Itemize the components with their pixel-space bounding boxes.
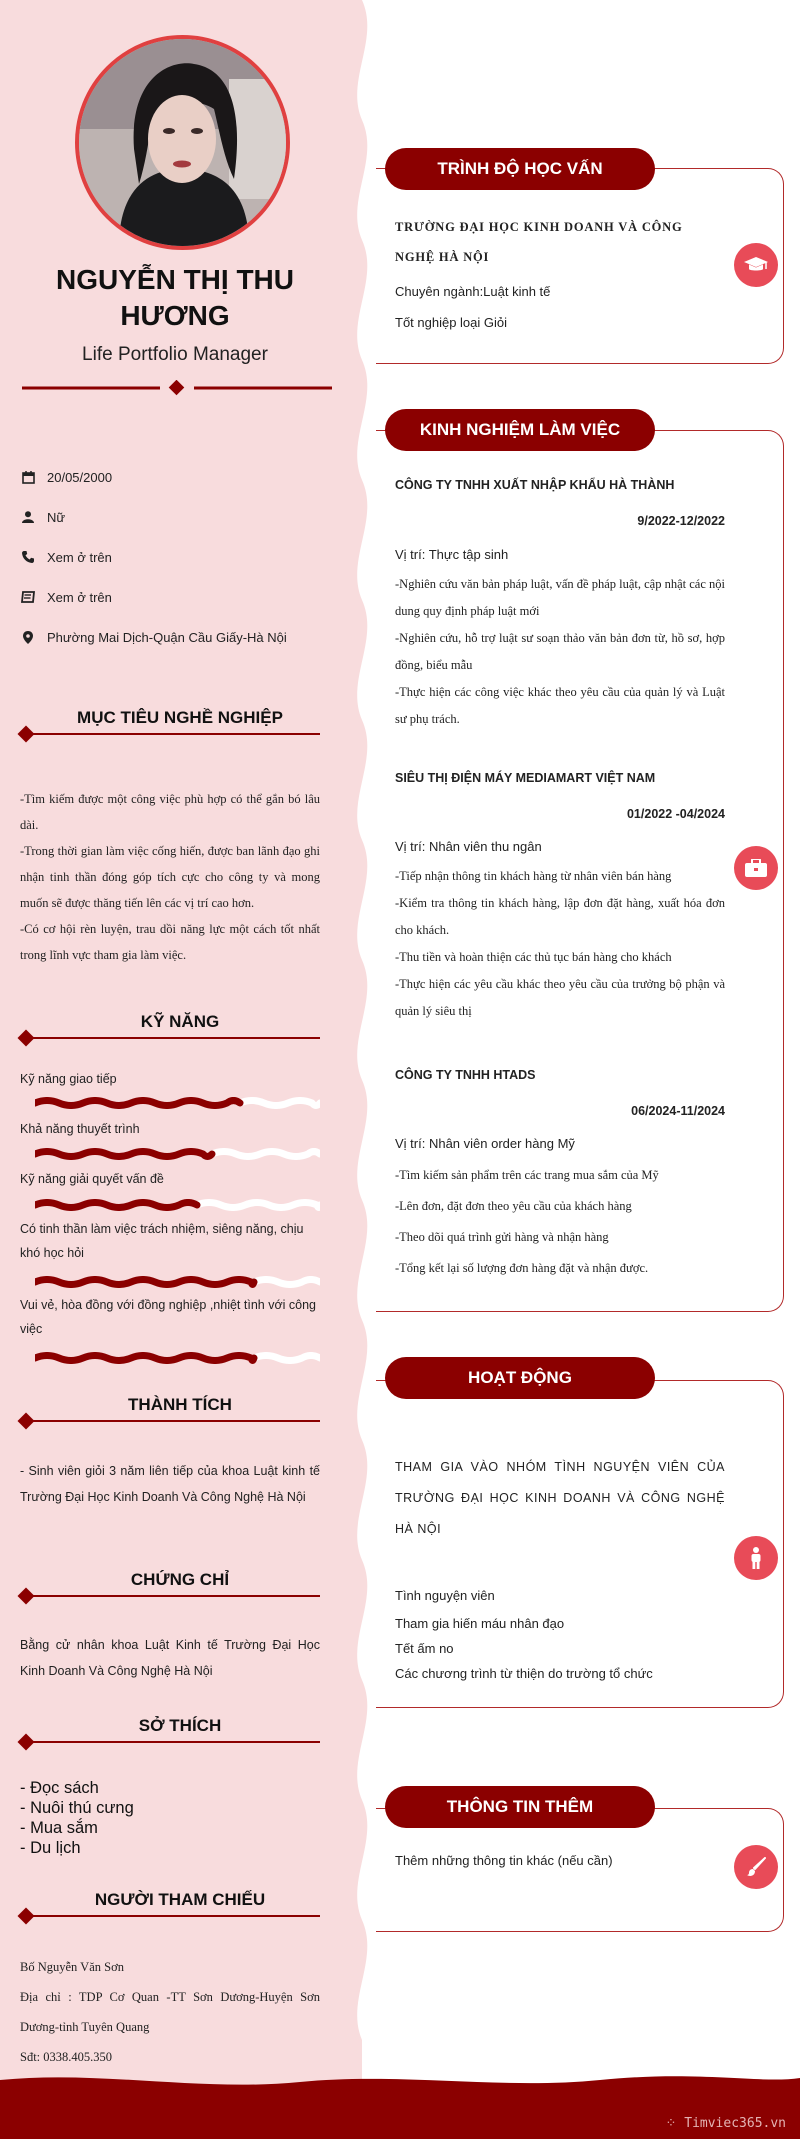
skill-bar-fill — [35, 1203, 197, 1208]
job-task: -Thu tiền và hoàn thiện các thủ tục bán hàng cho khách — [395, 950, 672, 964]
certificates-text: Bằng cử nhân khoa Luật Kinh tế Trường Đại Học Kinh Doanh Và Công Nghệ Hà Nội — [20, 1638, 320, 1678]
skill-bar — [35, 1148, 320, 1160]
email-icon — [20, 589, 36, 605]
paintbrush-icon — [734, 1845, 778, 1889]
job-task: -Tiếp nhận thông tin khách hàng từ nhân viên bán hàng — [395, 869, 672, 883]
contact-address-text: Phường Mai Dịch-Quận Cầu Giấy-Hà Nội — [47, 629, 287, 645]
skill-bar — [35, 1352, 320, 1364]
job-task: -Thực hiện các yêu cầu khác theo yêu cầu của trưởng bộ phận và quản lý siêu thị — [395, 977, 725, 1018]
contact-email — [20, 589, 112, 605]
job-period: 01/2022 -04/2024 — [626, 807, 725, 821]
job-company: CÔNG TY TNHH HTADS — [395, 1068, 536, 1082]
skill-bar-track — [254, 1280, 320, 1285]
contact-email-text: Xem ở trên — [47, 589, 112, 605]
activities-heading: THAM GIA VÀO NHÓM TÌNH NGUYỆN VIÊN CỦA TRƯỜNG ĐẠI HỌC KINH DOANH VÀ CÔNG NGHỆ HÀ NỘI — [395, 1460, 725, 1536]
hobbies-list — [20, 1778, 134, 1858]
contact-address — [20, 629, 287, 645]
skill-label: Kỹ năng giao tiếp — [20, 1072, 117, 1086]
contact-phone — [20, 549, 112, 565]
avatar — [75, 35, 290, 250]
person-icon — [734, 1536, 778, 1580]
certificates-title: CHỨNG CHỈ — [130, 1570, 230, 1589]
skill-bar-fill — [35, 1152, 212, 1157]
job-task: -Lên đơn, đặt đơn theo yêu cầu của khách hàng — [395, 1199, 632, 1213]
job-company: SIÊU THỊ ĐIỆN MÁY MEDIAMART VIỆT NAM — [395, 771, 656, 785]
activity-item: Các chương trình từ thiện do trường tổ chức — [395, 1666, 653, 1681]
contact-birthdate — [20, 469, 112, 485]
objective-body — [20, 786, 320, 968]
job-period: 06/2024-11/2024 — [631, 1104, 725, 1118]
skill-bar-fill — [35, 1356, 254, 1361]
education-major: Chuyên ngành:Luật kinh tế — [395, 284, 551, 299]
job-position: Vị trí: Nhân viên order hàng Mỹ — [395, 1136, 575, 1151]
hobby-item: - Nuôi thú cưng — [20, 1799, 134, 1817]
briefcase-icon — [734, 846, 778, 890]
job-position: Vị trí: Nhân viên thu ngân — [395, 839, 542, 854]
graduation-cap-icon — [734, 243, 778, 287]
hobbies-heading — [20, 1716, 320, 1746]
experience-title: KINH NGHIỆM LÀM VIỆC — [385, 409, 655, 451]
calendar-icon — [20, 469, 36, 485]
contact-phone-text: Xem ở trên — [47, 549, 112, 565]
skill-bar-fill — [35, 1101, 240, 1106]
references-title: NGƯỜI THAM CHIẾU — [94, 1890, 266, 1909]
reference-address: Địa chỉ : TDP Cơ Quan -TT Sơn Dương-Huyện Sơn Dương-tỉnh Tuyên Quang — [20, 1990, 320, 2034]
skills-heading — [20, 1012, 320, 1042]
skill-label: Vui vẻ, hòa đồng với đồng nghiệp ,nhiệt tình với công việc — [20, 1298, 316, 1336]
skill-bar — [35, 1097, 320, 1109]
skill-bar — [35, 1276, 320, 1288]
references-heading — [20, 1890, 320, 1920]
contact-gender — [20, 509, 65, 525]
education-title: TRÌNH ĐỘ HỌC VẤN — [385, 148, 655, 190]
additional-text: Thêm những thông tin khác (nếu cần) — [395, 1853, 613, 1868]
job-task: -Thực hiện các công việc khác theo yêu cầu của quản lý và Luật sư phụ trách. — [395, 685, 725, 726]
objective-paragraph: -Tìm kiếm được một công việc phù hợp có thể gắn bó lâu dài. — [20, 792, 320, 832]
references-body — [20, 1952, 320, 2072]
phone-icon — [20, 549, 36, 565]
avatar-photo — [79, 39, 286, 246]
skill-bar-track — [212, 1152, 320, 1157]
hobbies-title: SỞ THÍCH — [138, 1716, 222, 1735]
job-tasks — [395, 863, 725, 1025]
activity-item: Tết ấm no — [395, 1641, 454, 1656]
job-tasks — [395, 571, 725, 733]
job-task: -Kiểm tra thông tin khách hàng, lập đơn đặt hàng, xuất hóa đơn cho khách. — [395, 896, 725, 937]
activity-item: Tham gia hiến máu nhân đạo — [395, 1616, 565, 1631]
skill-label: Khả năng thuyết trình — [20, 1122, 140, 1136]
reference-phone: Sđt: 0338.405.350 — [20, 2050, 113, 2064]
hobby-item: - Mua sắm — [20, 1819, 98, 1837]
hobby-item: - Đọc sách — [20, 1779, 99, 1797]
achievements-title: THÀNH TÍCH — [128, 1395, 232, 1414]
job-task: -Tìm kiếm sản phẩm trên các trang mua sắm của Mỹ — [395, 1168, 659, 1182]
job-company: CÔNG TY TNHH XUẤT NHẬP KHẨU HÀ THÀNH — [395, 478, 675, 492]
user-icon — [20, 509, 36, 525]
watermark: ⁘ Timviec365.vn — [665, 2116, 786, 2131]
achievements-text: - Sinh viên giỏi 3 năm liên tiếp của khoa Luật kinh tế Trường Đại Học Kinh Doanh Và Công Nghệ Hà Nội — [20, 1464, 320, 1504]
objective-title: MỤC TIÊU NGHỀ NGHIỆP — [77, 708, 283, 727]
skill-bar-fill — [35, 1280, 254, 1285]
job-tasks — [395, 1160, 725, 1284]
job-title: Life Portfolio Manager — [82, 344, 268, 365]
job-task: -Tổng kết lại số lượng đơn hàng đặt và nhận được. — [395, 1261, 649, 1275]
job-position: Vị trí: Thực tập sinh — [395, 547, 509, 562]
job-task: -Nghiên cứu, hỗ trợ luật sư soạn thảo văn bản đơn từ, hồ sơ, hợp đồng, biểu mẫu — [395, 631, 725, 672]
education-school: TRƯỜNG ĐẠI HỌC KINH DOANH VÀ CÔNG NGHỆ HÀ NỘI — [395, 220, 683, 264]
job-task: -Theo dõi quá trình gửi hàng và nhận hàng — [395, 1230, 609, 1244]
full-name — [0, 262, 350, 334]
activity-item: Tình nguyện viên — [395, 1588, 495, 1603]
skill-label: Kỹ năng giải quyết vấn đề — [20, 1172, 164, 1186]
skill-bar-track — [197, 1203, 320, 1208]
reference-name: Bố Nguyễn Văn Sơn — [20, 1960, 124, 1974]
skill-bar-track — [240, 1101, 320, 1106]
objective-paragraph: -Có cơ hội rèn luyện, trau dồi năng lực một cách tốt nhất trong lĩnh vực tham gia làm việc. — [20, 922, 320, 962]
achievements-heading — [20, 1395, 320, 1425]
hobby-item: - Du lịch — [20, 1839, 81, 1857]
job-period: 9/2022-12/2022 — [637, 514, 725, 528]
contact-gender-text: Nữ — [47, 509, 66, 525]
name-divider — [22, 380, 332, 396]
certificates-heading — [20, 1570, 320, 1600]
skill-bar-track — [254, 1356, 320, 1361]
skills-title: KỸ NĂNG — [140, 1012, 220, 1031]
skill-bar — [35, 1199, 320, 1211]
name-line-2: HƯƠNG — [120, 300, 230, 331]
name-line-1: NGUYỄN THỊ THU — [56, 264, 294, 295]
job-task: -Nghiên cứu văn bản pháp luật, vấn đề pháp luật, cập nhật các nội dung quy định pháp luật mới — [395, 577, 725, 618]
contact-birthdate-text: 20/05/2000 — [47, 469, 113, 485]
objective-paragraph: -Trong thời gian làm việc cống hiến, được ban lãnh đạo ghi nhận tinh thần đóng góp tích cực cho công ty và mong muốn sẽ được thăng tiến lên các vị trí cao hơn. — [20, 844, 320, 910]
skill-label: Có tinh thần làm việc trách nhiệm, siêng năng, chịu khó học hỏi — [20, 1222, 304, 1260]
activities-list — [395, 1582, 725, 1688]
education-grade: Tốt nghiệp loại Giỏi — [395, 315, 508, 330]
additional-title: THÔNG TIN THÊM — [385, 1786, 655, 1828]
location-icon — [20, 629, 36, 645]
activities-title: HOẠT ĐỘNG — [385, 1357, 655, 1399]
objective-heading — [20, 708, 320, 738]
